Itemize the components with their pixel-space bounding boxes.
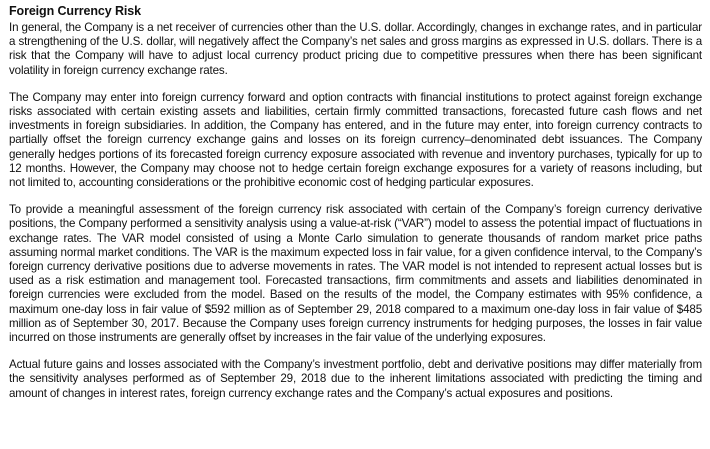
paragraph-actual-gains-losses: Actual future gains and losses associated with the Company’s investment portfolio, debt and derivative positions may differ materially from the sensitivity analyses performed as of September 29, 2018 due to the inherent limitations associated with predicting the timing and amount of changes in interest rates, foreign currency exchange rates and the Company’s actual exposures and positions.: [9, 358, 702, 400]
section-heading: Foreign Currency Risk: [9, 4, 141, 18]
paragraph-var-analysis: To provide a meaningful assessment of the foreign currency risk associated with certain of the Company’s foreign currency derivative positions, the Company performed a sensitivity analysis using a value-at-risk (“VAR”) model to assess the potential impact of fluctuations in exchange rates. The VAR model consisted of using a Monte Carlo simulation to generate thousands of random market price paths assuming normal market conditions. The VAR is the maximum expected loss in fair value, for a given confidence interval, to the Company’s foreign currency derivative positions due to adverse movements in rates. The VAR model is not intended to represent actual losses but is used as a risk estimation and management tool. Forecasted transactions, firm commitments and assets and liabilities denominated in foreign currencies were excluded from the model. Based on the results of the model, the Company estimates with 95% confidence, a maximum one-day loss in fair value of $592 million as of September 29, 2018 compared to a maximum one-day loss in fair value of $485 million as of September 30, 2017. Because the Company uses foreign currency instruments for hedging purposes, the losses in fair value incurred on those instruments are generally offset by increases in the fair value of the underlying exposures.: [9, 203, 702, 345]
paragraph-net-receiver: In general, the Company is a net receiver of currencies other than the U.S. dollar. Accordingly, changes in exchange rates, and in particular a strengthening of the U.S. dollar, will negatively affect the Company’s net sales and gross margins as expressed in U.S. dollars. There is a risk that the Company will have to adjust local currency product pricing due to competitive pressures when there has been significant volatility in foreign currency exchange rates.: [9, 21, 702, 77]
paragraph-hedging-contracts: The Company may enter into foreign currency forward and option contracts with financial institutions to protect against foreign exchange risks associated with certain existing assets and liabilities, certain firmly committed transactions, forecasted future cash flows and net investments in foreign subsidiaries. In addition, the Company has entered, and in the future may enter, into foreign currency contracts to partially offset the foreign currency exchange gains and losses on its foreign currency–denominated debt issuances. The Company generally hedges portions of its forecasted foreign currency exposure associated with revenue and inventory purchases, typically for up to 12 months. However, the Company may choose not to hedge certain foreign exchange exposures for a variety of reasons including, but not limited to, accounting considerations or the prohibitive economic cost of hedging particular exposures.: [9, 90, 702, 190]
